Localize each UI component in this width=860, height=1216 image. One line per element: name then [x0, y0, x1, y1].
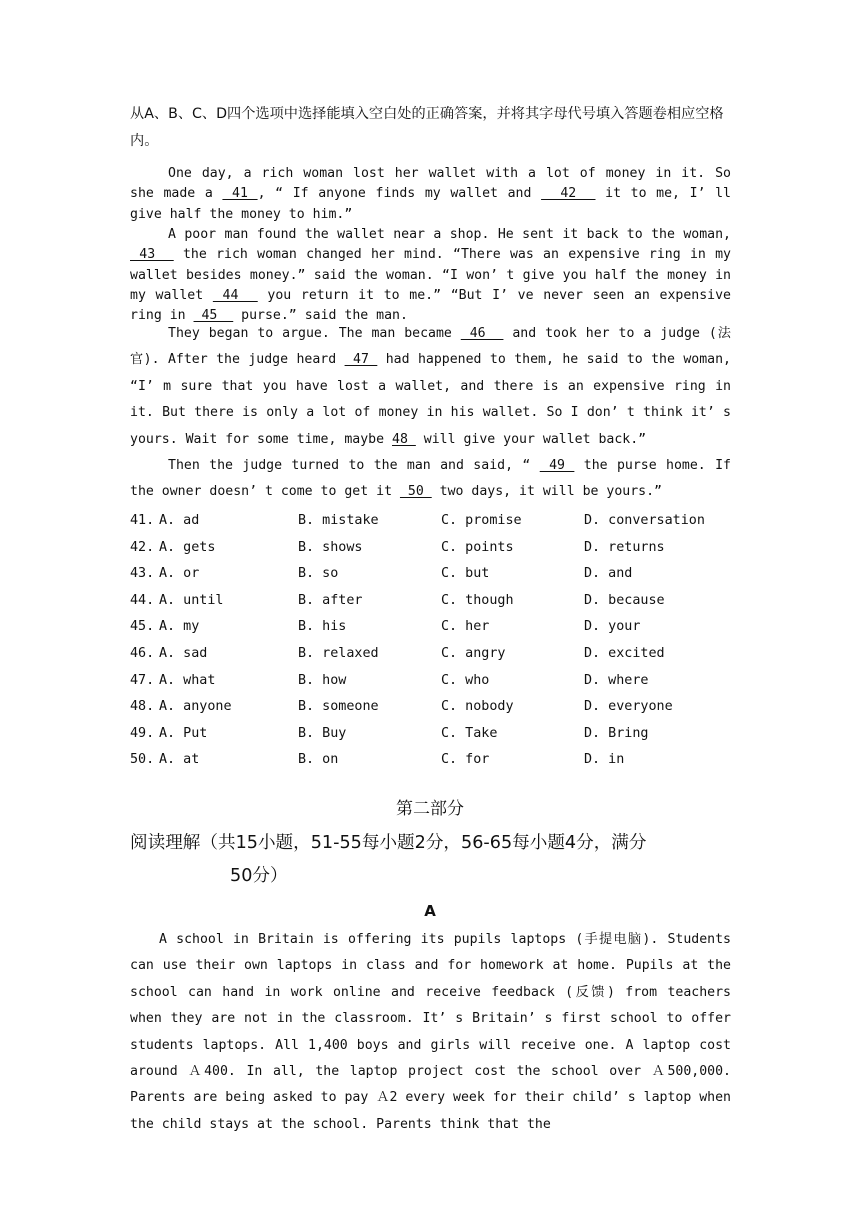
- part-two-title: 第二部分: [396, 799, 464, 819]
- blank-41: 41: [222, 186, 258, 202]
- option-row-46: 46. A. sad B. relaxed C. angry D. excited: [130, 645, 665, 661]
- section-a-label: A: [424, 902, 436, 920]
- instruction-text: 从A、B、C、D四个选项中选择能填入空白处的正确答案，并将其字母代号填入答题卷相应空格内。: [130, 106, 724, 149]
- option-row-42: 42. A. gets B. shows C. points D. returns: [130, 539, 665, 555]
- blank-43: 43: [130, 247, 174, 263]
- passage-paragraph-2: A poor man found the wallet near a shop. He sent it back to the woman, 43 the rich woman changed her mind. “There was an expensive ring in my wallet besides money.” said the woman. “I won’ t give you half the money in my wallet 44 you return it to me.” “But I’ ve never seen an expensive ring in 45 purse.” said the man.: [130, 227, 732, 324]
- blank-45: 45: [193, 308, 234, 324]
- option-row-47: 47. A. what B. how C. who D. where: [130, 672, 649, 688]
- option-row-49: 49. A. Put B. Buy C. Take D. Bring: [130, 725, 649, 741]
- blank-47: 47: [344, 352, 378, 368]
- option-row-41: 41. A. ad B. mistake C. promise D. conversation: [130, 513, 705, 528]
- blank-46: 46: [460, 326, 504, 341]
- option-row-50: 50. A. at B. on C. for D. in: [130, 752, 625, 768]
- blank-42: 42: [541, 186, 596, 202]
- passage-paragraph-4: Then the judge turned to the man and said, “ 49 the purse home. If the owner doesn’ t come to get it 50 two days, it will be yours.”: [130, 458, 731, 500]
- answer-options: [130, 508, 730, 774]
- reading-section-heading: 阅读理解（共15小题，51-55每小题2分，56-65每小题4分，满分 50分）: [130, 833, 647, 886]
- passage-paragraph-3: They began to argue. The man became 46 and took her to a judge (法官). After the judge heard 47 had happened to them, he said to the woman, “I’ m sure that you have lost a wallet, and there is an expensive ring in it. But there is only a lot of money in his wallet. So I don’ t think it’ s yours. Wait for some time, maybe 48 will give your wallet back.”: [130, 326, 731, 447]
- reading-passage-a: A school in Britain is offering its pupils laptops (手提电脑). Students can use their own laptops in class and for homework at home. Pupils at the school can hand in work online and receive feedback (反馈) from teachers when they are not in the classroom. It’ s Britain’ s first school to offer students laptops. All 1,400 boys and girls will receive one. A laptop cost around Ａ400. In all, the laptop project cost the school over Ａ500,000. Parents are being asked to pay Ａ2 every week for their child’ s laptop when the child stays at the school. Parents think that the: [130, 932, 731, 1132]
- blank-50: 50: [399, 484, 432, 500]
- option-row-43: 43. A. or B. so C. but D. and: [130, 566, 633, 582]
- blank-44: 44: [212, 287, 258, 303]
- option-row-45: 45. A. my B. his C. her D. your: [130, 619, 641, 635]
- option-row-44: 44. A. until B. after C. though D. because: [130, 592, 665, 608]
- option-row-48: 48. A. anyone B. someone C. nobody D. everyone: [130, 699, 673, 715]
- blank-48: 48: [392, 431, 416, 447]
- blank-49: 49: [539, 458, 575, 473]
- passage-paragraph-1: One day, a rich woman lost her wallet with a lot of money in it. So she made a 41 , “ If anyone finds my wallet and 42 it to me, I’ ll give half the money to him.”: [130, 166, 731, 222]
